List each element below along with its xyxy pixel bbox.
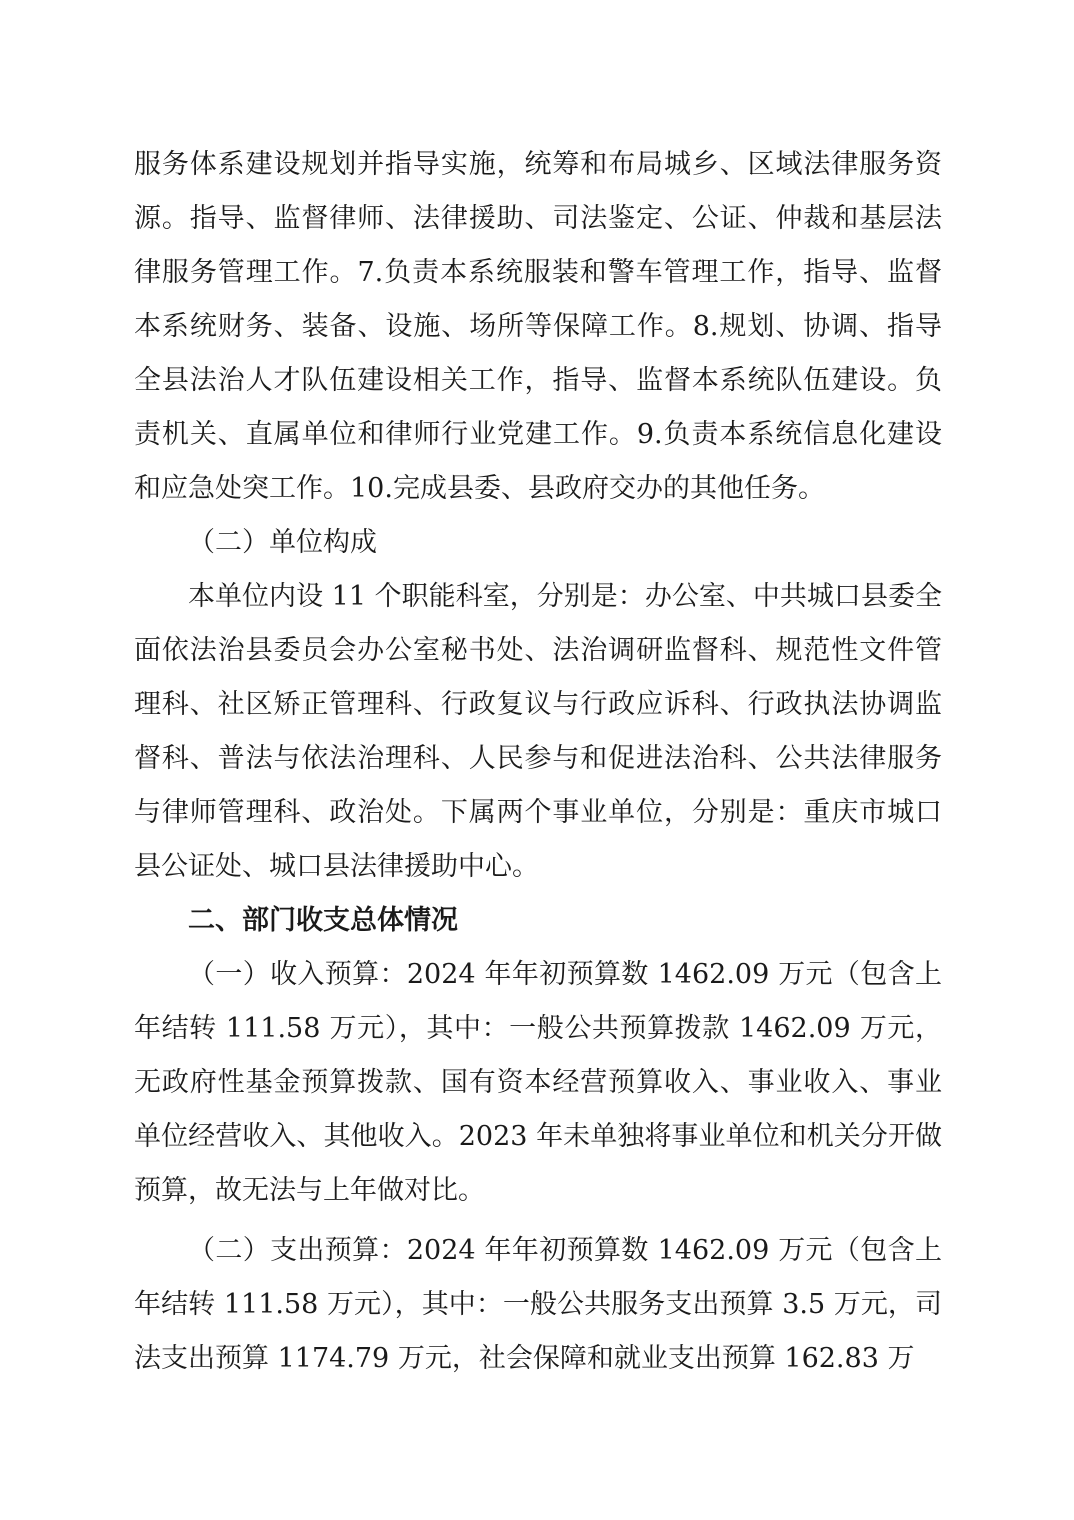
document-body [134,138,942,1386]
subheading-unit-composition: （二）单位构成 [188,527,377,558]
paragraph-income-budget: （一）收入预算：2024 年年初预算数 1462.09 万元（包含上年结转 111.58 万元），其中：一般公共预算拨款 1462.09 万元，无政府性基金预算拨款、国有资本经营预算收入、事业收入、事业单位经营收入、其他收入。2023 年未单独将事业单位和机关分开做预算，故无法与上年做对比。 [134,959,942,1206]
section-heading-income-expenditure: 二、部门收支总体情况 [188,905,458,936]
paragraph-expenditure-budget: （二）支出预算：2024 年年初预算数 1462.09 万元（包含上年结转 111.58 万元），其中：一般公共服务支出预算 3.5 万元，司法支出预算 1174.79 万元，社会保障和就业支出预算 162.83 万 [134,1235,942,1374]
paragraph-functions-continued: 服务体系建设规划并指导实施，统筹和布局城乡、区域法律服务资源。指导、监督律师、法律援助、司法鉴定、公证、仲裁和基层法律服务管理工作。7.负责本系统服装和警车管理工作，指导、监督本系统财务、装备、设施、场所等保障工作。8.规划、协调、指导全县法治人才队伍建设相关工作，指导、监督本系统队伍建设。负责机关、直属单位和律师行业党建工作。9.负责本系统信息化建设和应急处突工作。10.完成县委、县政府交办的其他任务。 [134,149,942,504]
paragraph-unit-composition: 本单位内设 11 个职能科室，分别是：办公室、中共城口县委全面依法治县委员会办公室秘书处、法治调研监督科、规范性文件管理科、社区矫正管理科、行政复议与行政应诉科、行政执法协调监督科、普法与依法治理科、人民参与和促进法治科、公共法律服务与律师管理科、政治处。下属两个事业单位，分别是：重庆市城口县公证处、城口县法律援助中心。 [134,581,942,882]
